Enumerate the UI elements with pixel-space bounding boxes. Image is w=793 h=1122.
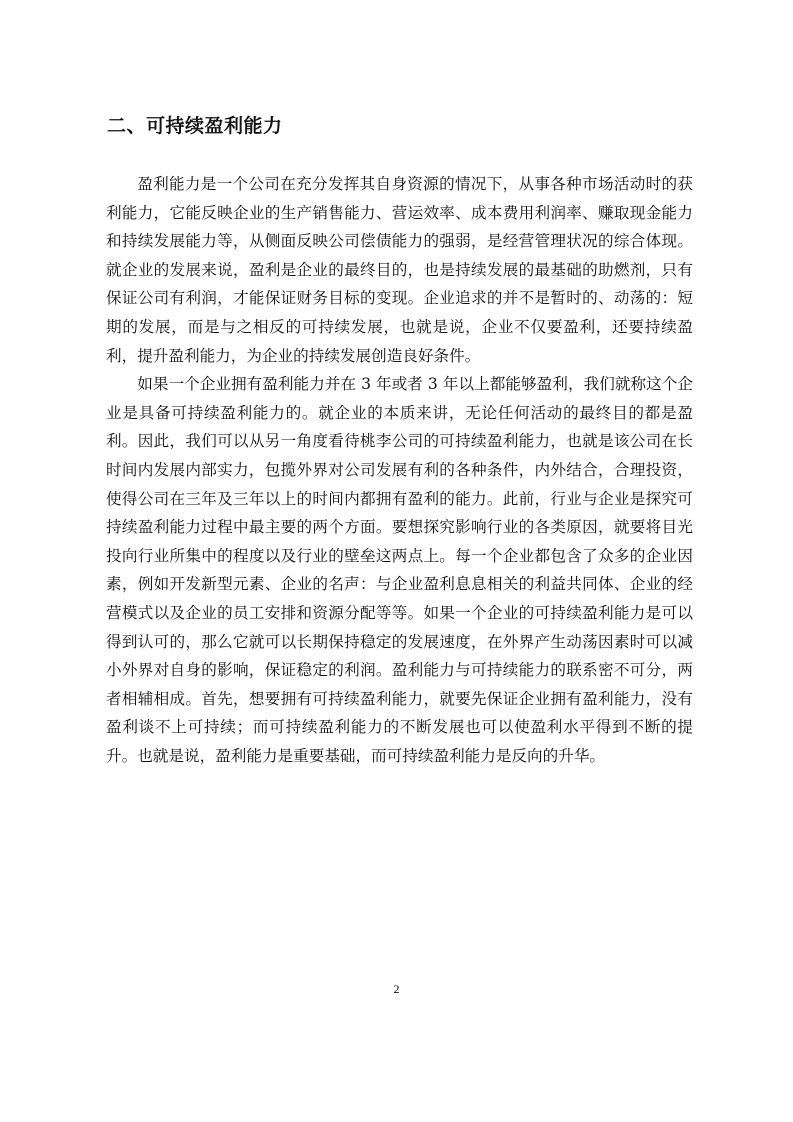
page-number: 2 bbox=[393, 982, 400, 996]
paragraph-1: 盈利能力是一个公司在充分发挥其自身资源的情况下，从事各种市场活动时的获利能力，它能反映企业的生产销售能力、营运效率、成本费用利润率、赚取现金能力和持续发展能力等，从侧面反映公司偿债能力的强弱，是经营管理状况的综合体现。就企业的发展来说，盈利是企业的最终目的，也是持续发展的最基础的助燃剂，只有保证公司有利润，才能保证财务目标的变现。企业追求的并不是暂时的、动荡的：短期的发展，而是与之相反的可持续发展，也就是说，企业不仅要盈利，还要持续盈利，提升盈利能力，为企业的持续发展创造良好条件。 bbox=[106, 175, 693, 365]
section-heading: 二、可持续盈利能力 bbox=[107, 115, 283, 137]
body-text bbox=[106, 170, 693, 770]
paragraph-2: 如果一个企业拥有盈利能力并在 3 年或者 3 年以上都能够盈利，我们就称这个企业是具备可持续盈利能力的。就企业的本质来讲，无论任何活动的最终目的都是盈利。因此，我们可以从另一角度看待桃李公司的可持续盈利能力，也就是该公司在长时间内发展内部实力，包揽外界对公司发展有利的各种条件，内外结合，合理投资，使得公司在三年及三年以上的时间内都拥有盈利的能力。此前，行业与企业是探究可持续盈利能力过程中最主要的两个方面。要想探究影响行业的各类原因，就要将目光投向行业所集中的程度以及行业的壁垒这两点上。每一个企业都包含了众多的企业因素，例如开发新型元素、企业的名声：与企业盈利息息相关的利益共同体、企业的经营模式以及企业的员工安排和资源分配等等。如果一个企业的可持续盈利能力是可以得到认可的，那么它就可以长期保持稳定的发展速度，在外界产生动荡因素时可以减小外界对自身的影响，保证稳定的利润。盈利能力与可持续能力的联系密不可分，两者相辅相成。首先，想要拥有可持续盈利能力，就要先保证企业拥有盈利能力，没有盈利谈不上可持续；而可持续盈利能力的不断发展也可以使盈利水平得到不断的提升。也就是说，盈利能力是重要基础，而可持续盈利能力是反向的升华。 bbox=[106, 375, 693, 765]
